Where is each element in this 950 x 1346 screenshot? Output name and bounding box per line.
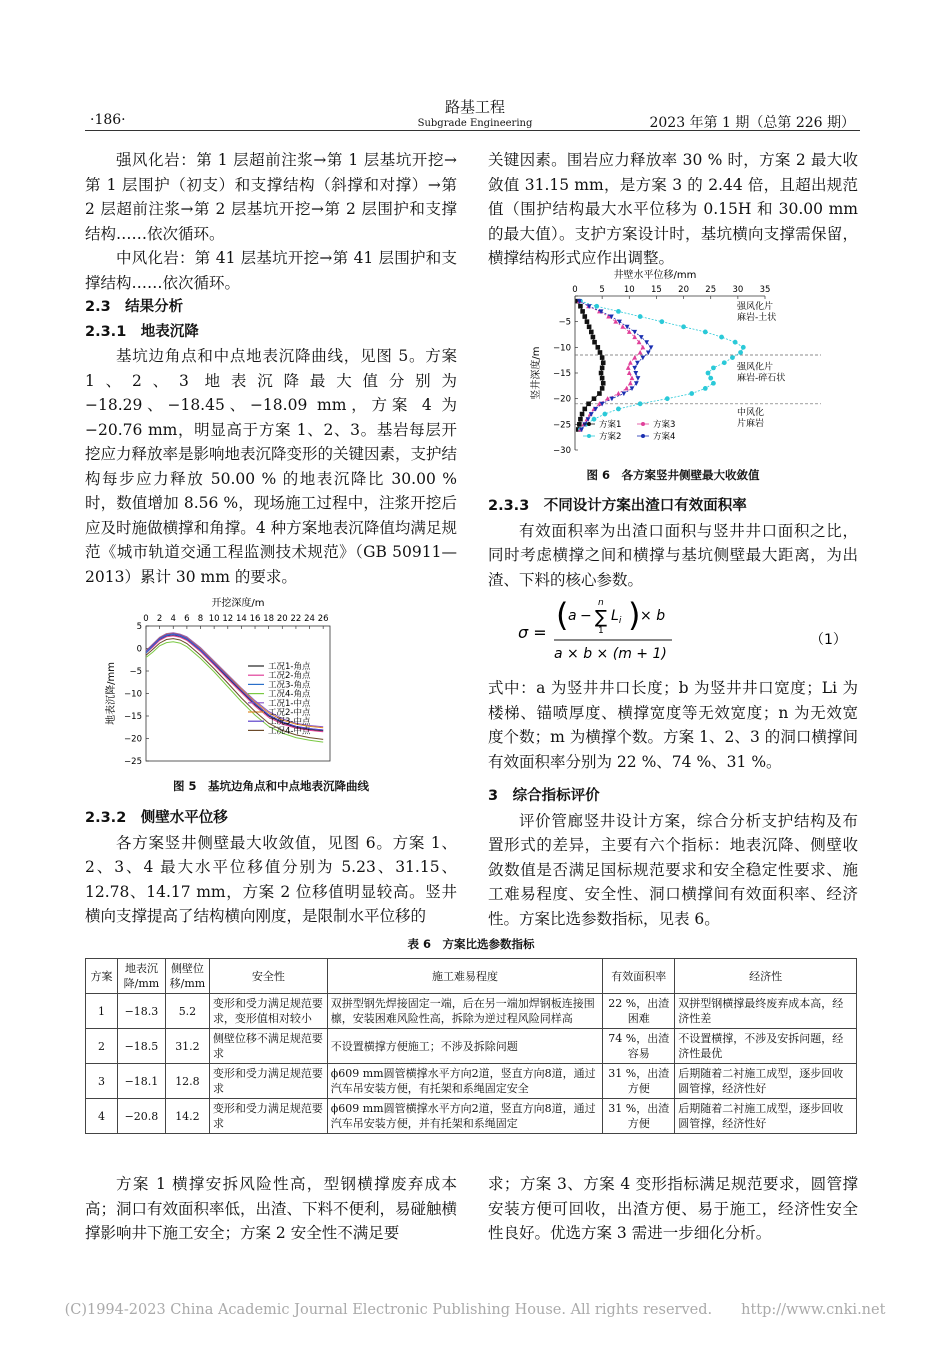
table-cell: 1 [86, 994, 118, 1029]
data-point [635, 361, 640, 366]
data-point [741, 345, 746, 350]
legend-label: 工况4-中点 [268, 726, 311, 737]
stratum-annotation: 中风化片麻岩 [737, 408, 765, 430]
stratum-annotation: 强风化片麻岩-碎石状 [737, 362, 786, 384]
x-tick-label: 6 [184, 614, 190, 624]
legend-label: 工况3-角点 [268, 680, 311, 691]
equation-1 [510, 592, 855, 668]
journal-title-cn: 路基工程 [444, 98, 505, 116]
x-tick-label: 24 [304, 614, 315, 624]
table-header: 安全性 [209, 959, 327, 994]
paragraph: 强风化岩：第 1 层超前注浆→第 1 层基坑开挖→第 1 层围护（初支）和支撑结构（斜撑和对撑）→第 2 层超前注浆→第 2 层基坑开挖→第 2 层围护和支撑结构……依次循环。 [85, 151, 457, 243]
x-tick-label: 0 [572, 285, 578, 295]
data-point [659, 319, 664, 324]
table-cell: 变形和受力满足规范要求，变形值相对较小 [209, 994, 327, 1029]
data-point [632, 366, 637, 371]
legend-label: 工况4-角点 [268, 689, 311, 700]
data-point [722, 360, 727, 365]
paragraph: 各方案竖井侧壁最大收敛值，见图 6。方案 1、2、3、4 最大水平位移值分别为 5.23、31.15、12.78、14.17 mm，方案 2 位移值明显较高。竖井横向支撑提高了结构横向刚度，是限制水平位移的 [85, 833, 457, 925]
data-point [600, 366, 605, 371]
svg-text:(: ( [556, 596, 569, 634]
table-row [86, 1064, 857, 1099]
data-point [638, 350, 643, 355]
data-point [600, 386, 605, 391]
legend-label: 工况2-中点 [268, 708, 311, 718]
data-point [610, 397, 615, 402]
x-tick-label: 5 [599, 285, 605, 295]
section-heading: 3 综合指标评价 [488, 788, 600, 804]
x-tick-label: 20 [276, 614, 288, 624]
y-tick-label: −30 [553, 446, 571, 456]
table-row [86, 1029, 857, 1064]
x-tick-label: 22 [290, 614, 302, 624]
svg-text:1: 1 [598, 626, 604, 636]
table-cell: 双拼型钢先焊接固定一端，后在另一端加焊钢板连接围檩，安装困难风险性高，拆除为逆过程风险同样高 [327, 994, 603, 1029]
y-tick-label: −15 [124, 712, 142, 722]
data-point [636, 376, 641, 381]
legend-label: 工况1-中点 [268, 698, 311, 709]
right-column-mid [488, 494, 858, 592]
data-point [624, 386, 629, 391]
legend-label: 工况3-中点 [268, 717, 311, 728]
data-point [646, 350, 651, 355]
x-tick-label: 15 [651, 285, 662, 295]
data-point [599, 371, 604, 376]
x-tick-label: 10 [623, 285, 635, 295]
data-point [628, 381, 633, 386]
legend-marker [641, 422, 645, 426]
legend-label: 方案1 [599, 420, 622, 430]
table-cell: 侧壁位移不满足规范要求 [209, 1029, 327, 1064]
data-point [628, 360, 633, 365]
y-axis-label: 竖井深度/m [531, 346, 542, 400]
data-point [719, 335, 724, 340]
data-point [708, 376, 713, 381]
table-cell: 4 [86, 1099, 118, 1134]
table-cell: −18.5 [117, 1029, 165, 1064]
data-point [689, 391, 694, 396]
x-tick-label: 35 [759, 285, 771, 295]
data-point [681, 324, 686, 329]
data-point [577, 422, 582, 427]
data-point [649, 345, 654, 350]
y-tick-label: −15 [553, 369, 571, 379]
data-point [640, 345, 645, 350]
data-point [632, 355, 637, 360]
right-column-top [488, 148, 858, 271]
figure-5-caption: 图 5 基坑边角点和中点地表沉降曲线 [172, 779, 369, 793]
paragraph: 求；方案 3、方案 4 变形指标满足规范要求，圆管撑安装方便可回收，出渣方便、易于施工，经济性安全性良好。优选方案 3 需进一步细化分析。 [488, 1175, 858, 1242]
data-point [600, 376, 605, 381]
y-tick-label: −5 [558, 317, 571, 328]
x-tick-label: 2 [156, 614, 163, 624]
data-point [598, 350, 603, 355]
figure-6-caption: 图 6 各方案竖井侧壁最大收敛值 [586, 468, 760, 482]
svg-text:): ) [628, 596, 641, 634]
table-header: 有效面积率 [603, 959, 675, 994]
x-tick-label: 16 [249, 614, 261, 624]
y-tick-label: −25 [124, 757, 142, 767]
table-cell: 5.2 [165, 994, 209, 1029]
table-cell: 14.2 [165, 1099, 209, 1134]
table-cell: −20.8 [117, 1099, 165, 1134]
table-header: 侧壁位移/mm [165, 959, 209, 994]
data-point [582, 407, 587, 412]
table-6 [85, 958, 857, 1134]
subsection-heading: 2.3.2 侧壁水平位移 [85, 810, 228, 826]
table-cell: 不设置横撑，不涉及安拆问题，经济性最优 [675, 1029, 857, 1064]
section-heading: 2.3 结果分析 [85, 299, 184, 315]
paragraph: 关键因素。围岩应力释放率 30 % 时，方案 2 最大收敛值 31.15 mm，是方案 3 的 2.44 倍，且超出规范值（围护结构最大水平位移为 0.15H 和 30.00 mm 的最大值）。支护方案设计时，基坑横向支撑需保留，横撑结构形式应作出调整。 [488, 151, 858, 267]
issue-info: 2023 年第 1 期（总第 226 期） [649, 115, 855, 131]
table-cell: 3 [86, 1064, 118, 1099]
legend-label: 工况2-角点 [268, 671, 311, 682]
y-tick-label: 5 [136, 622, 142, 632]
y-axis-label: 地表沉降/mm [106, 662, 117, 725]
data-point [630, 376, 635, 381]
table-cell: 12.8 [165, 1064, 209, 1099]
table-cell: 74 %，出渣容易 [603, 1029, 675, 1064]
table-cell: 31 %，出渣方便 [603, 1099, 675, 1134]
x-tick-label: 0 [143, 614, 149, 624]
table-cell: 2 [86, 1029, 118, 1064]
paragraph: 基坑边角点和中点地表沉降曲线，见图 5。方案 1、2、3 地表沉降最大值分别为 −18.29、−18.45、−18.09 mm，方案 4 为−20.76 mm，明显高于方案 1、2、3。基岩每层开挖应力释放率是影响地表沉降变形的关键因素，支护结构每步应力释放 50.00 % 的地表沉降比 30.00 % 时，数值增加 8.56 %，现场施工过程中，注浆开挖后应及时施做横撑和角撑。4 种方案地表沉降值均满足规范《城市轨道交通工程监测技术规范》（GB 50911—2013）累计 30 mm 的要求。 [85, 347, 458, 586]
table-cell: −18.1 [117, 1064, 165, 1099]
table-header: 地表沉降/mm [117, 959, 165, 994]
x-tick-label: 20 [678, 285, 689, 295]
data-point [627, 329, 632, 334]
page-number: ·186· [90, 112, 126, 128]
data-point [703, 330, 708, 335]
data-point [711, 381, 716, 386]
data-point [580, 309, 585, 314]
data-point [596, 345, 601, 350]
svg-text:−: − [580, 608, 592, 624]
data-point [638, 401, 643, 406]
figure-6-chart [525, 268, 825, 460]
x-tick-label: 30 [732, 285, 744, 295]
data-point [586, 402, 591, 407]
table-cell: 变形和受力满足规范要求 [209, 1064, 327, 1099]
data-point [578, 304, 583, 309]
table-cell: 变形和受力满足规范要求 [209, 1099, 327, 1134]
data-point [627, 370, 632, 375]
x-tick-label: 26 [317, 614, 329, 624]
y-tick-label: −10 [553, 343, 571, 354]
data-point [638, 314, 643, 319]
data-point [616, 309, 621, 314]
data-point [597, 391, 602, 396]
svg-text:Li: $L_i$ [611, 608, 622, 626]
data-point [580, 412, 585, 417]
data-point [703, 386, 708, 391]
data-point [633, 371, 638, 376]
data-point [578, 417, 583, 422]
data-point [620, 324, 625, 329]
data-point [582, 314, 587, 319]
x-tick-label: 14 [235, 614, 247, 624]
legend-label: 工况1-角点 [268, 662, 311, 672]
data-point [738, 350, 743, 355]
data-point [592, 396, 597, 401]
table-cell: −18.3 [117, 994, 165, 1029]
equation-number: （1） [810, 632, 847, 648]
table-header: 经济性 [675, 959, 857, 994]
paragraph: 有效面积率为出渣口面积与竖井井口面积之比，同时考虑横撑之间和横撑与基坑侧壁最大距离，为出渣、下料的核心参数。 [488, 521, 858, 589]
svg-text:a: a [568, 608, 577, 624]
y-tick-label: −5 [129, 667, 142, 677]
legend-label: 方案4 [653, 432, 676, 442]
table-cell: 双拼型钢横撑最终废弃成本高，经济性差 [675, 994, 857, 1029]
figure-5-chart [100, 596, 360, 768]
x-tick-label: 12 [222, 614, 234, 624]
subsection-heading: 2.3.3 不同设计方案出渣口有效面积率 [488, 498, 747, 514]
legend-label: 方案2 [599, 432, 622, 442]
data-point [626, 365, 631, 370]
left-column-end [85, 1172, 457, 1246]
paragraph: 式中：a 为竖井井口长度；b 为竖井井口宽度；Li 为楼梯、锚喷厚度、横撑宽度等无效宽度；n 为无效宽度个数；m 为横撑个数。方案 1、2、3 的洞口横撑间有效面积率分别为 22 %、74 %、31 %。 [488, 679, 858, 771]
legend-marker [641, 434, 645, 438]
data-point [601, 360, 606, 365]
table-header: 方案 [86, 959, 118, 994]
stratum-annotation: 强风化片麻岩-土状 [737, 301, 777, 323]
journal-title-en: Subgrade Engineering [417, 118, 533, 129]
table-cell: 31 %，出渣方便 [603, 1064, 675, 1099]
data-point [711, 365, 716, 370]
table-6-caption: 表 6 方案比选参数指标 [407, 937, 535, 951]
table-row [86, 994, 857, 1029]
table-cell: 31.2 [165, 1029, 209, 1064]
series-line-1 [578, 301, 604, 429]
data-point [592, 340, 597, 345]
x-tick-label: 10 [208, 614, 220, 624]
table-cell: 22 %，出渣困难 [603, 994, 675, 1029]
left-column-bottom [85, 806, 457, 929]
data-point [600, 355, 605, 360]
data-point [594, 304, 599, 309]
legend-marker [587, 434, 591, 438]
svg-text:n: n [598, 598, 604, 608]
x-tick-label: 8 [197, 614, 204, 624]
data-point [733, 340, 738, 345]
paragraph: 评价管廊竖井设计方案，综合分析支护结构及布置形式的差异，主要有六个指标：地表沉降、侧壁收敛数值是否满足国标规范要求和安全稳定性要求、施工难易程度、安全性、洞口横撑间有效面积率、经济性。方案比选参数指标，见表 6。 [488, 811, 858, 928]
table-header-row [86, 959, 857, 994]
table-cell: 后期随着二衬施工成型，逐步回收圆管撑，经济性好 [675, 1064, 857, 1099]
legend-label: 方案3 [653, 420, 676, 430]
data-point [632, 330, 637, 335]
paragraph: 中风化岩：第 41 层基坑开挖→第 41 层围护和支撑结构……依次循环。 [85, 249, 457, 292]
table-header: 施工难易程度 [327, 959, 603, 994]
data-point [616, 407, 621, 412]
left-column-top [85, 148, 457, 589]
data-point [730, 355, 735, 360]
data-point [616, 391, 621, 396]
data-point [589, 330, 594, 335]
table-cell: ϕ609 mm圆管横撑水平方向2道，竖直方向8道，通过汽车吊安装方便，有托架和系绳固定安全 [327, 1064, 603, 1099]
x-axis-label: 井壁水平位移/mm [613, 270, 697, 281]
data-point [587, 325, 592, 330]
y-tick-label: −20 [124, 734, 142, 745]
subsection-heading: 2.3.1 地表沉降 [85, 323, 199, 340]
table-cell: 不设置横撑方便施工；不涉及拆除问题 [327, 1029, 603, 1064]
data-point [592, 417, 597, 422]
table-row [86, 1099, 857, 1134]
right-column-bottom [488, 676, 858, 931]
table-cell: 后期随着二衬施工成型，逐步回收圆管撑，经济性好 [675, 1099, 857, 1134]
data-point [591, 335, 596, 340]
paragraph: 方案 1 横撑安拆风险性高，型钢横撑废弃成本高；洞口有效面积率低，出渣、下料不便利，易碰触横撑影响井下施工安全；方案 2 安全性不满足要 [85, 1175, 458, 1242]
data-point [630, 386, 635, 391]
svg-text:∑: ∑ [595, 607, 608, 628]
legend-marker [587, 422, 591, 426]
data-point [602, 412, 607, 417]
data-point [706, 371, 711, 376]
x-tick-label: 18 [263, 614, 275, 624]
x-tick-label: 4 [170, 614, 176, 624]
table-cell: ϕ609 mm圆管横撑水平方向2道，竖直方向8道，通过汽车吊安装方便，并有托架和系绳固定 [327, 1099, 603, 1134]
y-tick-label: 0 [136, 644, 142, 655]
header-rule [85, 130, 860, 131]
svg-text:a × b × (m + 1): a × b × (m + 1) [554, 646, 667, 662]
copyright-footer: (C)1994-2023 China Academic Journal Electronic Publishing House. All rights reserved. http://www.cnki.net [64, 1302, 886, 1318]
x-tick-label: 25 [705, 285, 717, 295]
right-column-end [488, 1172, 858, 1246]
x-axis-label: 开挖深度/m [211, 598, 265, 609]
svg-text:× b: × b [640, 608, 666, 624]
y-tick-label: −25 [553, 420, 571, 431]
data-point [665, 396, 670, 401]
y-tick-label: −20 [553, 394, 571, 405]
data-point [621, 392, 626, 397]
data-point [601, 381, 606, 386]
y-tick-label: −10 [124, 689, 142, 700]
svg-text:σ =: σ = [518, 623, 547, 642]
data-point [585, 319, 590, 324]
